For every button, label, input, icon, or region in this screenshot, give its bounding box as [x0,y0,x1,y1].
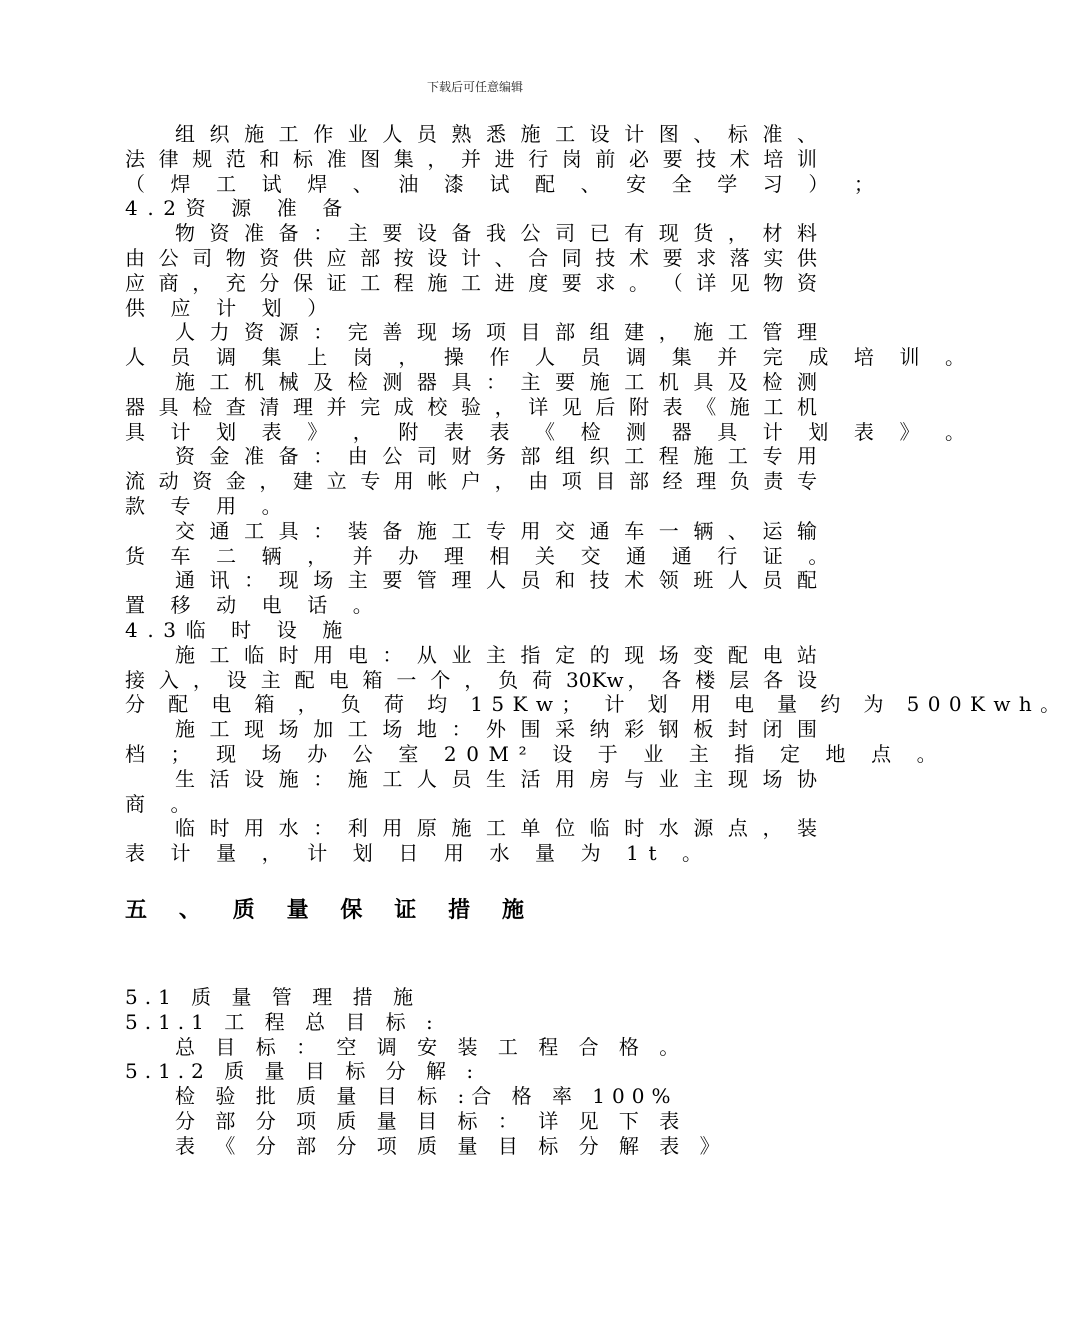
paragraph-line: 通 讯 ： 现 场 主 要 管 理 人 员 和 技 术 领 班 人 员 配 [175,568,817,593]
paragraph-line: 人 员 调 集 上 岗 ， 操 作 人 员 调 集 并 完 成 培 训 。 [125,345,975,370]
subsection-heading: 5.1 质 量 管 理 措 施 [125,984,420,1009]
document-body [125,122,1069,1158]
subsection-heading: 5.1.1 工 程 总 目 标 : [125,1009,440,1034]
paragraph-line: 货 车 二 辆 ， 并 办 理 相 关 交 通 通 行 证 。 [125,543,838,568]
paragraph-line: 器 具 检 查 清 理 并 完 成 校 验 ， 详 见 后 附 表 《 施 工 机 [125,394,817,419]
paragraph-line: 人 力 资 源 ： 完 善 现 场 项 目 部 组 建 ， 施 工 管 理 [175,320,817,345]
paragraph-line: 分 配 电 箱 ， 负 荷 均 15Kw； 计 划 用 电 量 约 为 500Kwh。 [125,692,1069,717]
paragraph-line: 施 工 机 械 及 检 测 器 具 ： 主 要 施 工 机 具 及 检 测 [175,369,817,394]
paragraph-line: 应 商 ， 充 分 保 证 工 程 施 工 进 度 要 求 。 （ 详 见 物 资 [125,270,817,295]
paragraph-line: 物 资 准 备 ： 主 要 设 备 我 公 司 已 有 现 货 ， 材 料 [175,221,817,246]
paragraph-line: 法 律 规 范 和 标 准 图 集 ， 并 进 行 岗 前 必 要 技 术 培 训 [125,146,817,171]
paragraph-line: 流 动 资 金 ， 建 立 专 用 帐 户 ， 由 项 目 部 经 理 负 责 专 [125,469,817,494]
subsection-heading: 5.1.2 质 量 目 标 分 解 : [125,1059,481,1084]
paragraph-line: 临 时 用 水 ： 利 用 原 施 工 单 位 临 时 水 源 点 ， 装 [175,816,817,841]
paragraph-line: 生 活 设 施 ： 施 工 人 员 生 活 用 房 与 业 主 现 场 协 [175,766,817,791]
paragraph-line: 表 《 分 部 分 项 质 量 目 标 分 解 表 》 [175,1133,727,1158]
subsection-heading: 4.2资 源 准 备 [125,196,352,221]
paragraph-line: 接 入 ， 设 主 配 电 箱 一 个 ， 负 荷 30Kw， 各 楼 层 各 设 [125,667,817,692]
paragraph-line: 分 部 分 项 质 量 目 标 ： 详 见 下 表 [175,1108,687,1133]
paragraph-line: 施 工 临 时 用 电 ： 从 业 主 指 定 的 现 场 变 配 电 站 [175,642,817,667]
paragraph-line: 供 应 计 划 ） [125,295,337,320]
paragraph-line: 组 织 施 工 作 业 人 员 熟 悉 施 工 设 计 图 、 标 准 、 [175,122,817,146]
paragraph-line: 款 专 用 。 [125,493,292,518]
paragraph-line: 资 金 准 备 ： 由 公 司 财 务 部 组 织 工 程 施 工 专 用 [175,444,817,469]
paragraph-line: 交 通 工 具 ： 装 备 施 工 专 用 交 通 车 一 辆 、 运 输 [175,518,817,543]
paragraph-line: 总 目 标 ： 空 调 安 装 工 程 合 格 。 [175,1034,687,1059]
paragraph-line: 商 。 [125,791,201,816]
paragraph-line: 检 验 批 质 量 目 标 :合 格 率 100% [175,1084,678,1109]
subsection-heading: 4.3临 时 设 施 [125,617,352,642]
section-heading: 五 、 质 量 保 证 措 施 [125,896,537,923]
paragraph-line: 具 计 划 表 》 ， 附 表 表 《 检 测 器 具 计 划 表 》 。 [125,419,975,444]
paragraph-line: 施 工 现 场 加 工 场 地 ： 外 围 采 纳 彩 钢 板 封 闭 围 [175,717,817,742]
paragraph-line: （ 焊 工 试 焊 、 油 漆 试 配 、 安 全 学 习 ） ； [125,171,884,196]
header-note: 下载后可任意编辑 [426,80,523,94]
paragraph-line: 档 ； 现 场 办 公 室 20M² 设 于 业 主 指 定 地 点 。 [125,741,947,766]
spacer [125,925,817,985]
paragraph-line: 置 移 动 电 话 。 [125,593,383,618]
paragraph-line: 表 计 量 ， 计 划 日 用 水 量 为 1t 。 [125,841,712,866]
paragraph-line: 由 公 司 物 资 供 应 部 按 设 计 、 合 同 技 术 要 求 落 实 供 [125,245,817,270]
